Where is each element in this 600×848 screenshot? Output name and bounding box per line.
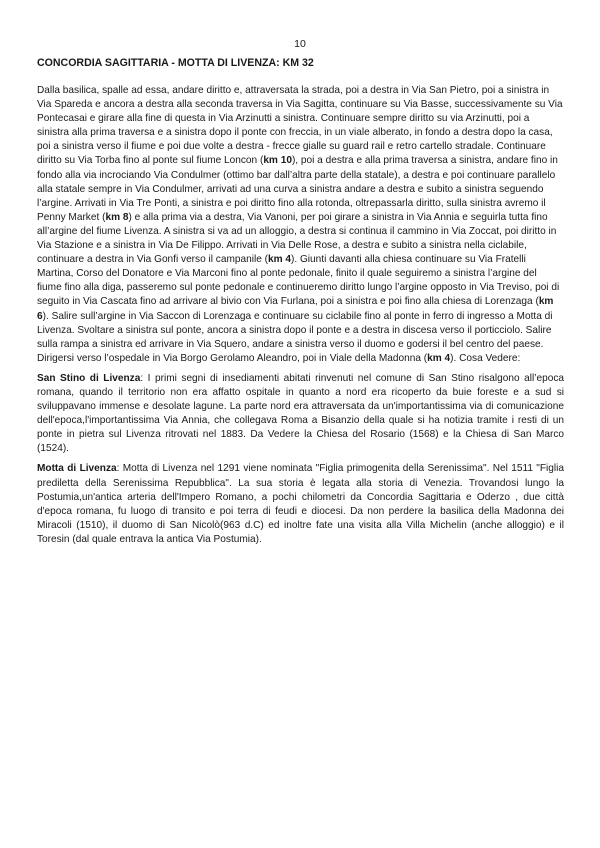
- page-number: 10: [294, 38, 306, 50]
- section-name: Motta di Livenza: [37, 463, 117, 475]
- km-marker: km 8: [105, 211, 129, 223]
- stage-title: CONCORDIA SAGITTARIA - MOTTA DI LIVENZA: KM 32: [37, 57, 314, 69]
- route-text-3: ) e alla prima via a destra, Via Vanoni, per poi girare a sinistra in Via Annia e seguirla tutta fino all’argine del fiume Livenza. A sinistra si va ad un alloggio, a destra si continua il cammino in Via Zoccat, poi diritto in Via Stazione e a sinistra in Via De Filippo. Arrivati in Via Delle Rose, a destra e subito a sinistra nella ciclabile, continuare a destra in Via Gonfi verso il campanile (: [37, 211, 557, 266]
- route-text-1: Dalla basilica, spalle ad essa, andare diritto e, attraversata la strada, poi a destra in Via San Pietro, poi a sinistra in Via Spareda e ancora a destra alla seconda traversa in Via Sagitta, continuare su Via Basse, successivamente su Via Pontecasai e girare alla fine di questa in Via Arzinutti a sinistra. Continuare sempre diritto su via Arzinutti, poi a sinistra alla prima traversa e a sinistra dopo il ponte con freccia, in un viale alberato, in fondo a destra dopo la casa, poi a sinistra verso il fiume e poi due volte a destra - frecce gialle su guard rail e retro cartello stradale. Continuare diritto su Via Torba fino al ponte sul fiume Loncon (: [37, 85, 563, 167]
- route-text-6: ). Cosa Vedere:: [450, 352, 521, 364]
- route-text-2: ), poi a destra e alla prima traversa a sinistra, andare fino in fondo alla via incrociando Via Condulmer (ottimo bar dall’altra parte della statale), a destra e poi continuare parallelo alla statale sempre in Via Condulmer, arrivati ad una curva a sinistra andare a destra e subito a sinistra seguendo l’argine. Arrivati in Via Tre Ponti, a sinistra e poi diritto fino alla rotonda, oltrepassarla diritto, sulla sinistra avremo il Penny Market (: [37, 155, 558, 223]
- km-marker: km 6: [37, 296, 554, 322]
- km-marker: km 4: [267, 254, 291, 266]
- section-san-stino: [37, 372, 564, 457]
- route-text-5: ). Salire sull’argine in Via Saccon di Lorenzaga e continuare su ciclabile fino al ponte in ferro di ingresso a Motta di Livenza. Svoltare a sinistra sul ponte, ancora a sinistra dopo il ponte e a destra in discesa verso il porticciolo. Salire sulla rampa a sinistra ed arrivare in Via Squero, andare a sinistra verso il duomo e godersi il bel centro del paese. Dirigersi verso l’ospedale in Via Borgo Gerolamo Aleandro, poi in Viale della Madonna (: [37, 310, 553, 364]
- km-marker: km 4: [427, 352, 451, 364]
- route-text-4: ). Giunti davanti alla chiesa continuare su Via Fratelli Martina, Corso del Donatore e Via Marconi fino al ponte pedonale, finito il quale seguiremo a sinistra l’argine del fiume fino alla diga, passeremo sul ponte pedonale e continueremo diritto lungo l’argine opposto in Via Treviso, poi di seguito in Via Cascata fino ad arrivare al bivio con Via Furlana, poi a sinistra e poi fino alla chiesa di Lorenzaga (: [37, 254, 560, 308]
- section-name: San Stino di Livenza: [37, 372, 141, 384]
- section-motta: [37, 462, 564, 547]
- km-marker: km 10: [263, 155, 292, 167]
- section-text: : I primi segni di insediamenti abitati rinvenuti nel comune di San Stino risalgono all’epoca romana, quando il territorio non era affatto ospitale in quanto a nord era ricoperto da buie foreste e a sud si sviluppavano immense e desolate lagune. La parte nord era attraversata da un'importantissima via di comunicazione dell'epoca,l'importantissima Via Annia, che collegava Roma a Bisanzio della quale si ha notizia tramite i resti di un ponte in pietra sul Livenza ritrovati nel 1883. Da Vedere la Chiesa del Rosario (1568) e la Chiesa di San Marco (1524).: [37, 372, 564, 455]
- page-content: [37, 56, 564, 547]
- route-description: [37, 84, 564, 366]
- section-text: : Motta di Livenza nel 1291 viene nominata "Figlia primogenita della Serenissima". Nel 1511 "Figlia prediletta della Serenissima Repubblica". La sua storia è legata alla storia di Venezia. Trovandosi lungo la Postumia,un'antica arteria dell'Impero Romano, a pochi chilometri da Concordia Sagittaria e Oderzo , due città d'epoca romana, fu luogo di transito e poi terra di feudi e diocesi. Da non perdere la basilica della Madonna dei Miracoli (1510), il duomo di San Nicolò(963 d.C) ed inoltre fate una visita alla Villa Michelin (anche alloggio) e il Toresin (dal quale entrava la antica Via Postumia).: [37, 463, 564, 545]
